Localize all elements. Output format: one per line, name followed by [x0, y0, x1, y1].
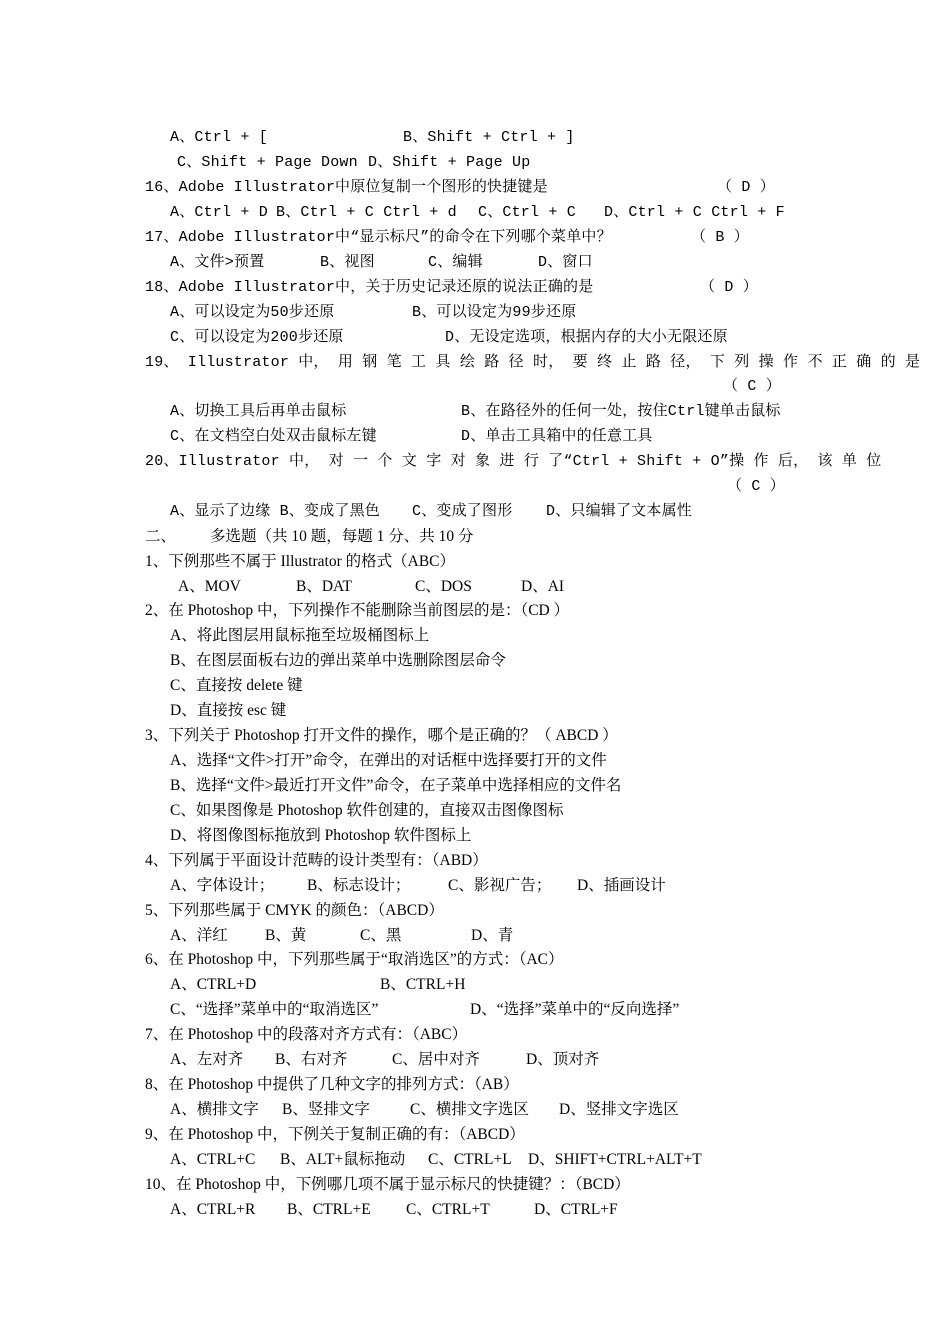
- text-segment: D、SHIFT+CTRL+ALT+T: [528, 1151, 702, 1168]
- text-segment: B、在路径外的任何一处，按住Ctrl键单击鼠标: [461, 403, 781, 420]
- text-line: 二、: [145, 528, 177, 545]
- text-segment: D、CTRL+F: [534, 1201, 618, 1218]
- text-segment: （ D ）: [700, 279, 759, 296]
- text-line: A、显示了边缘 B、变成了黑色: [170, 503, 381, 520]
- text-segment: D、单击工具箱中的任意工具: [461, 428, 653, 445]
- text-line: C、如果图像是 Photoshop 软件创建的，直接双击图像图标: [170, 802, 564, 819]
- text-line: 6、在 Photoshop 中，下列那些属于“取消选区”的方式：（AC）: [145, 951, 564, 968]
- text-line: C、可以设定为200步还原: [170, 329, 344, 346]
- text-line: 10、在 Photoshop 中，下例哪几项不属于显示标尺的快捷键？：（BCD）: [145, 1176, 630, 1193]
- text-segment: C、DOS: [415, 578, 472, 595]
- text-line: B、选择“文件>最近打开文件”命令，在子菜单中选择相应的文件名: [170, 777, 622, 794]
- text-segment: C、编辑: [428, 254, 483, 271]
- text-line: （ C ）: [723, 378, 782, 395]
- text-segment: D、顶对齐: [526, 1051, 600, 1068]
- text-line: B、在图层面板右边的弹出菜单中选删除图层命令: [170, 652, 506, 669]
- text-line: 5、下列那些属于 CMYK 的颜色：（ABCD）: [145, 902, 444, 919]
- text-segment: 多选题（共 10 题，每题 1 分、共 10 分: [210, 528, 474, 545]
- text-segment: C、横排文字选区: [410, 1101, 529, 1118]
- text-segment: C、Ctrl + C: [478, 204, 577, 221]
- text-segment: B、DAT: [296, 578, 352, 595]
- text-line: A、CTRL+D: [170, 976, 257, 993]
- text-segment: B、右对齐: [275, 1051, 348, 1068]
- text-segment: B、视图: [320, 254, 375, 271]
- text-segment: D、Shift + Page Up: [368, 154, 531, 171]
- text-line: D、将图像图标拖放到 Photoshop 软件图标上: [170, 827, 472, 844]
- text-line: A、文件>预置: [170, 254, 265, 271]
- text-segment: B、Ctrl + C Ctrl + d: [276, 204, 457, 221]
- text-segment: D、竖排文字选区: [559, 1101, 679, 1118]
- text-segment: B、ALT+鼠标拖动: [280, 1151, 406, 1168]
- text-line: （ C ）: [727, 478, 786, 495]
- text-segment: D、青: [471, 927, 514, 944]
- text-segment: D、只编辑了文本属性: [546, 503, 693, 520]
- text-line: A、CTRL+R: [170, 1201, 256, 1218]
- text-segment: （ B ）: [691, 229, 750, 246]
- text-line: 7、在 Photoshop 中的段落对齐方式有：（ABC）: [145, 1026, 468, 1043]
- text-line: 20、Illustrator 中， 对 一 个 文 字 对 象 进 行 了“Ctrl + Shift + O”操 作 后， 该 单 位: [145, 453, 882, 470]
- text-segment: D、“选择”菜单中的“反向选择”: [470, 1001, 680, 1018]
- text-segment: D、无设定选项，根据内存的大小无限还原: [445, 329, 728, 346]
- text-segment: B、可以设定为99步还原: [412, 304, 577, 321]
- text-line: D、直接按 esc 键: [170, 702, 287, 719]
- text-line: 8、在 Photoshop 中提供了几种文字的排列方式：（AB）: [145, 1076, 519, 1093]
- text-line: 19、 Illustrator 中， 用 钢 笔 工 具 绘 路 径 时， 要 终 止 路 径， 下 列 操 作 不 正 确 的 是: [145, 354, 921, 371]
- text-line: A、Ctrl + D: [170, 204, 269, 221]
- text-line: A、MOV: [178, 578, 241, 595]
- text-line: A、可以设定为50步还原: [170, 304, 335, 321]
- text-segment: C、黑: [360, 927, 402, 944]
- text-line: 4、下列属于平面设计范畴的设计类型有：（ABD）: [145, 852, 488, 869]
- text-line: A、CTRL+C: [170, 1151, 256, 1168]
- text-segment: B、竖排文字: [282, 1101, 370, 1118]
- text-segment: （ D ）: [717, 179, 776, 196]
- text-segment: B、Shift + Ctrl + ]: [403, 129, 575, 146]
- text-line: 3、下列关于 Photoshop 打开文件的操作，哪个是正确的？（ ABCD ）: [145, 727, 618, 744]
- text-line: C、Shift + Page Down: [177, 154, 358, 171]
- text-line: C、直接按 delete 键: [170, 677, 303, 694]
- text-segment: B、黄: [265, 927, 307, 944]
- text-segment: D、AI: [521, 578, 565, 595]
- text-line: 18、Adobe Illustrator中，关于历史记录还原的说法正确的是: [145, 279, 594, 296]
- text-segment: C、变成了图形: [412, 503, 513, 520]
- text-line: A、选择“文件>打开”命令，在弹出的对话框中选择要打开的文件: [170, 752, 607, 769]
- text-segment: D、Ctrl + C Ctrl + F: [604, 204, 785, 221]
- text-line: C、在文档空白处双击鼠标左键: [170, 428, 377, 445]
- text-line: 16、Adobe Illustrator中原位复制一个图形的快捷键是: [145, 179, 548, 196]
- text-segment: B、CTRL+H: [380, 976, 466, 993]
- text-line: A、左对齐: [170, 1051, 244, 1068]
- text-segment: C、CTRL+L: [428, 1151, 512, 1168]
- text-line: 17、Adobe Illustrator中“显示标尺”的命令在下列哪个菜单中？: [145, 229, 612, 246]
- text-segment: C、影视广告；: [448, 877, 552, 894]
- text-line: C、“选择”菜单中的“取消选区”: [170, 1001, 379, 1018]
- text-line: 1、下例那些不属于 Illustrator 的格式（ABC）: [145, 553, 455, 570]
- text-segment: B、标志设计；: [307, 877, 411, 894]
- text-line: A、洋红: [170, 927, 228, 944]
- text-line: A、将此图层用鼠标拖至垃圾桶图标上: [170, 627, 430, 644]
- text-segment: D、插画设计: [577, 877, 666, 894]
- text-line: 2、在 Photoshop 中，下列操作不能删除当前图层的是：（CD ）: [145, 602, 570, 619]
- text-line: A、切换工具后再单击鼠标: [170, 403, 347, 420]
- text-segment: B、CTRL+E: [287, 1201, 371, 1218]
- text-line: 9、在 Photoshop 中，下例关于复制正确的有：（ABCD）: [145, 1126, 525, 1143]
- text-line: A、横排文字: [170, 1101, 259, 1118]
- text-segment: C、CTRL+T: [406, 1201, 490, 1218]
- text-line: A、字体设计；: [170, 877, 275, 894]
- text-segment: C、居中对齐: [392, 1051, 480, 1068]
- text-line: A、Ctrl + [: [170, 129, 269, 146]
- text-segment: D、窗口: [538, 254, 593, 271]
